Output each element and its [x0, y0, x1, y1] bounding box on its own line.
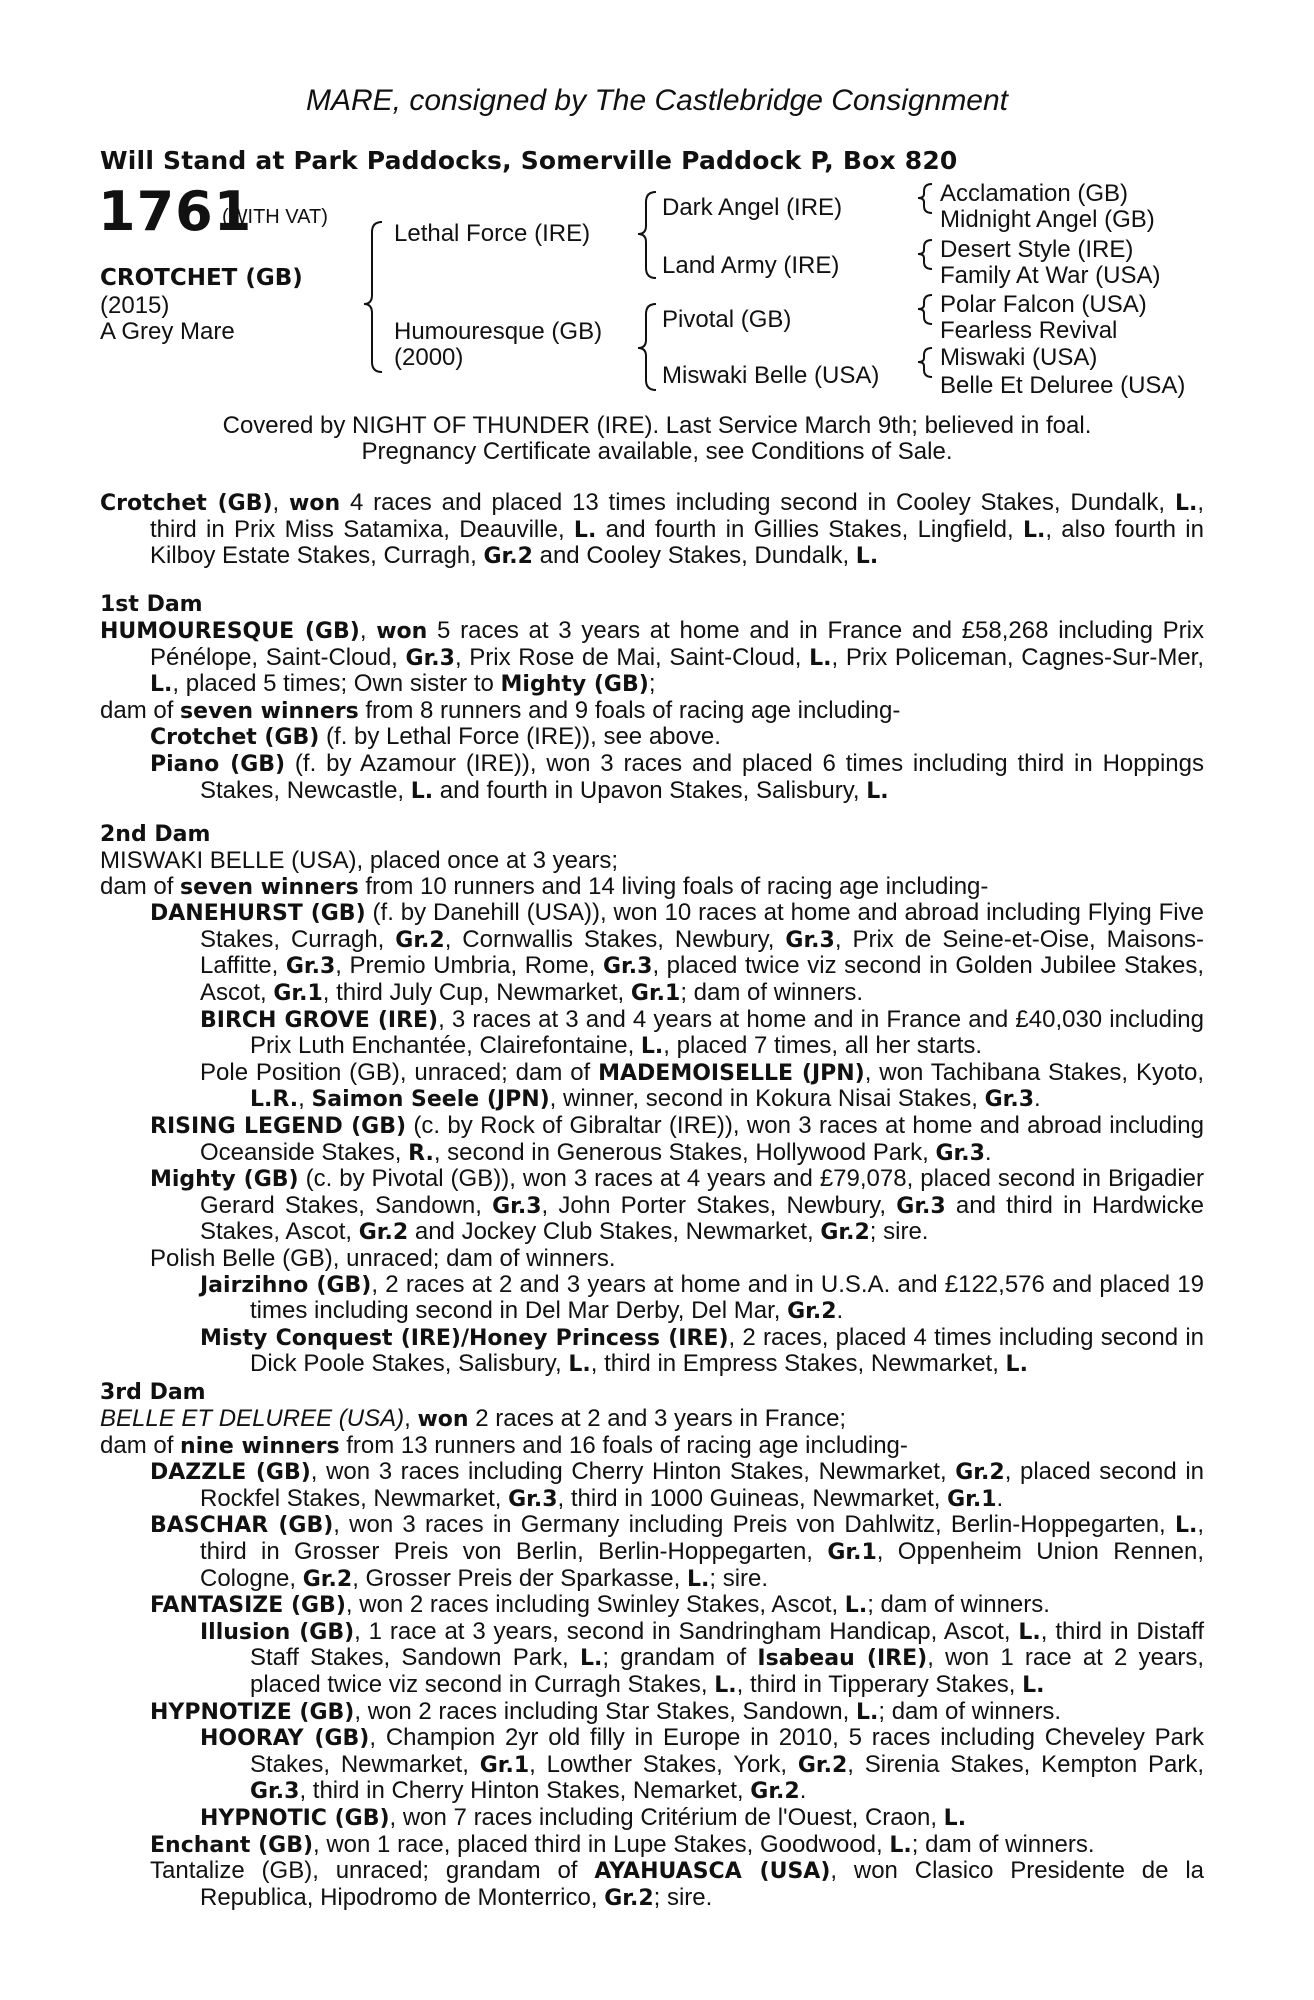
third-dam-p6: Illusion (GB), 1 race at 3 years, second in Sandringham Handicap, Ascot, L., third in Distaff Staff Stakes, Sandown Park, L.; grandam of Isabeau (IRE), won 1 race at 2 years, placed twice viz second in Curragh Stakes, L., third in Tipperary Stakes, L. — [200, 1617, 1205, 1698]
first-dam-p1: HUMOURESQUE (GB), won 5 races at 3 years at home and in France and £58,268 including Prix Pénélope, Saint-Cloud, Gr.3, Prix Rose de Mai, Saint-Cloud, L., Prix Policeman, Cagnes-Sur-Mer, L., placed 5 times; Own sister to Mighty (GB); — [100, 617, 1205, 698]
pedigree-dam-sire: Pivotal (GB) — [662, 306, 792, 333]
pedigree-sire-sire: Dark Angel (IRE) — [662, 194, 843, 221]
second-dam-p2: dam of seven winners from 10 runners and 14 living foals of racing age including- — [100, 872, 989, 900]
pedigree-gen3-2: Midnight Angel (GB) — [940, 206, 1155, 233]
second-dam-p8: Polish Belle (GB), unraced; dam of winners. — [150, 1244, 616, 1272]
second-dam-p4: BIRCH GROVE (IRE), 3 races at 3 and 4 years at home and in France and £40,030 including Prix Luth Enchantée, Clairefontaine, L., placed 7 times, all her starts. — [200, 1005, 1205, 1060]
pedigree-dam-dam: Miswaki Belle (USA) — [662, 362, 880, 389]
second-dam-p9: Jairzihno (GB), 2 races at 2 and 3 years at home and in U.S.A. and £122,576 and placed 19 times including second in Del Mar Derby, Del Mar, Gr.2. — [200, 1270, 1204, 1325]
pedigree-sire-dam: Land Army (IRE) — [662, 252, 840, 279]
third-dam-p5: FANTASIZE (GB), won 2 races including Swinley Stakes, Ascot, L.; dam of winners. — [150, 1591, 1050, 1619]
first-dam-section — [100, 592, 1204, 804]
first-dam-heading: 1st Dam — [100, 592, 203, 617]
intro-paragraph: Crotchet (GB), won 4 races and placed 13 times including second in Cooley Stakes, Dundalk, L., third in Prix Miss Satamixa, Deauville, L. and fourth in Gillies Stakes, Lingfield, L., also fourth in Kilboy Estate Stakes, Curragh, Gr.2 and Cooley Stakes, Dundalk, L. — [100, 489, 1204, 570]
pedigree-gen3-1: Acclamation (GB) — [940, 180, 1129, 207]
third-dam-p3: DAZZLE (GB), won 3 races including Cherry Hinton Stakes, Newmarket, Gr.2, placed second in Rockfel Stakes, Newmarket, Gr.3, third in 1000 Guineas, Newmarket, Gr.1. — [150, 1458, 1204, 1512]
third-dam-heading: 3rd Dam — [100, 1380, 206, 1405]
pedigree-sire: Lethal Force (IRE) — [394, 220, 591, 247]
third-dam-p11: Tantalize (GB), unraced; grandam of AYAHUASCA (USA), won Clasico Presidente de la Republica, Hipodromo de Monterrico, Gr.2; sire. — [150, 1857, 1205, 1911]
pedigree-gen3-6: Fearless Revival — [940, 317, 1118, 344]
horse-name-bold: Crotchet (GB) — [100, 491, 273, 516]
third-dam-p1: BELLE ET DELUREE (USA), won 2 races at 2 and 3 years in France; — [100, 1405, 847, 1432]
second-dam-p6: RISING LEGEND (GB) (c. by Rock of Gibraltar (IRE)), won 3 races at home and abroad including Oceanside Stakes, R., second in Generous Stakes, Hollywood Park, Gr.3. — [150, 1111, 1205, 1166]
second-dam-p3: DANEHURST (GB) (f. by Danehill (USA)), won 10 races at home and abroad including Flying Five Stakes, Curragh, Gr.2, Cornwallis Stakes, Newbury, Gr.3, Prix de Seine-et-Oise, Maisons-Laffitte, Gr.3, Premio Umbria, Rome, Gr.3, placed twice viz second in Golden Jubilee Stakes, Ascot, Gr.1, third July Cup, Newmarket, Gr.1; dam of winners. — [150, 899, 1204, 1006]
horse-description: A Grey Mare — [100, 318, 235, 345]
second-dam-section — [100, 822, 1204, 1378]
stand-location: Will Stand at Park Paddocks, Somerville Paddock P, Box 820 — [100, 146, 958, 175]
third-dam-p9: HYPNOTIC (GB), won 7 races including Critérium de l'Ouest, Craon, L. — [200, 1803, 967, 1831]
consignment-title: MARE, consigned by The Castlebridge Consignment — [305, 84, 1009, 117]
third-dam-p8: HOORAY (GB), Champion 2yr old filly in Europe in 2010, 5 races including Cheveley Park Stakes, Newmarket, Gr.1, Lowther Stakes, York, Gr.2, Sirenia Stakes, Kempton Park, Gr.3, third in Cherry Hinton Stakes, Nemarket, Gr.2. — [200, 1724, 1205, 1805]
pedigree-gen3-8: Belle Et Deluree (USA) — [940, 372, 1186, 399]
third-dam-p7: HYPNOTIZE (GB), won 2 races including Star Stakes, Sandown, L.; dam of winners. — [150, 1697, 1062, 1725]
intro-block — [100, 490, 1204, 570]
third-dam-section — [100, 1380, 1204, 1911]
lot-number: 1761 — [98, 180, 253, 243]
second-dam-p7: Mighty (GB) (c. by Pivotal (GB)), won 3 races at 4 years and £79,078, placed second in Brigadier Gerard Stakes, Sandown, Gr.3, John Porter Stakes, Newbury, Gr.3 and third in Hardwicke Stakes, Ascot, Gr.2 and Jockey Club Stakes, Newmarket, Gr.2; sire. — [150, 1165, 1205, 1246]
first-dam-p2: dam of seven winners from 8 runners and 9 foals of racing age including- — [100, 696, 901, 724]
pedigree-dam-year: (2000) — [394, 344, 464, 371]
vat-label: (WITH VAT) — [222, 206, 328, 228]
second-dam-p1: MISWAKI BELLE (USA), placed once at 3 years; — [100, 847, 618, 874]
second-dam-heading: 2nd Dam — [100, 822, 211, 847]
third-dam-p2: dam of nine winners from 13 runners and 16 foals of racing age including- — [100, 1431, 908, 1459]
pedigree-gen3-3: Desert Style (IRE) — [940, 236, 1134, 263]
third-dam-p10: Enchant (GB), won 1 race, placed third in Lupe Stakes, Goodwood, L.; dam of winners. — [150, 1830, 1095, 1858]
horse-name: CROTCHET (GB) — [100, 265, 303, 291]
second-dam-p10: Misty Conquest (IRE)/Honey Princess (IRE), 2 races, placed 4 times including second in Dick Poole Stakes, Salisbury, L., third in Empress Stakes, Newmarket, L. — [200, 1323, 1204, 1378]
covered-line-1: Covered by NIGHT OF THUNDER (IRE). Last Service March 9th; believed in foal. — [222, 412, 1092, 439]
covered-line-2: Pregnancy Certificate available, see Conditions of Sale. — [361, 438, 953, 465]
first-dam-p3: Crotchet (GB) (f. by Lethal Force (IRE)), see above. — [150, 723, 721, 751]
first-dam-p4: Piano (GB) (f. by Azamour (IRE)), won 3 races and placed 6 times including third in Hoppings Stakes, Newcastle, L. and fourth in Upavon Stakes, Salisbury, L. — [150, 749, 1204, 804]
pedigree-gen3-4: Family At War (USA) — [940, 262, 1161, 289]
pedigree-dam: Humouresque (GB) — [394, 318, 603, 345]
third-dam-p4: BASCHAR (GB), won 3 races in Germany including Preis von Dahlwitz, Berlin-Hoppegarten, L., third in Grosser Preis von Berlin, Berlin-Hoppegarten, Gr.1, Oppenheim Union Rennen, Cologne, Gr.2, Grosser Preis der Sparkasse, L.; sire. — [150, 1511, 1204, 1592]
pedigree-gen3-5: Polar Falcon (USA) — [940, 291, 1147, 318]
horse-year: (2015) — [100, 292, 170, 319]
pedigree-gen3-7: Miswaki (USA) — [940, 344, 1098, 371]
second-dam-p5: Pole Position (GB), unraced; dam of MADEMOISELLE (JPN), won Tachibana Stakes, Kyoto, L.R., Saimon Seele (JPN), winner, second in Kokura Nisai Stakes, Gr.3. — [200, 1058, 1205, 1113]
